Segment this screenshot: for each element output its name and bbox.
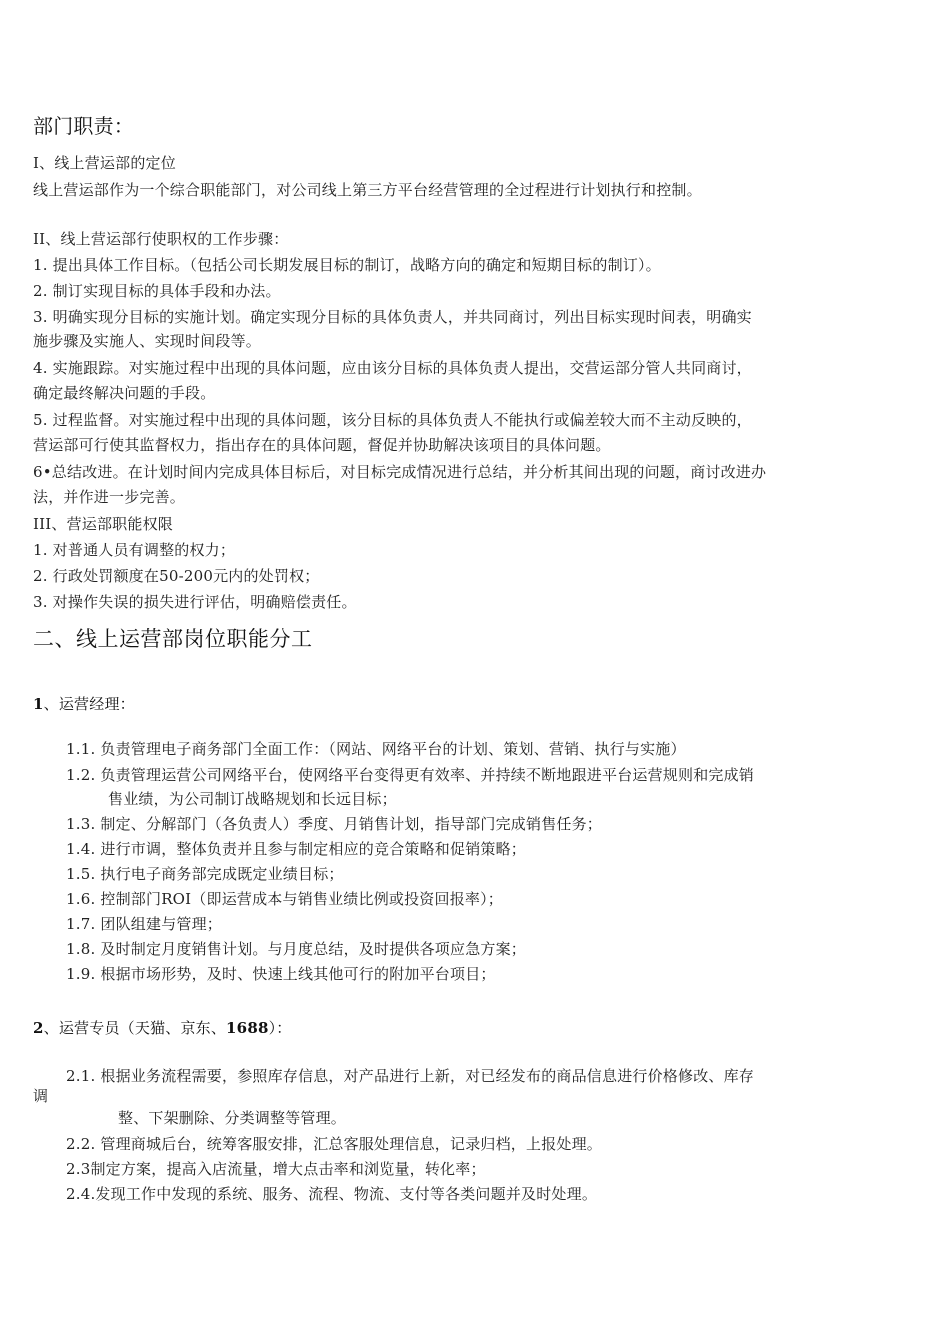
duty-1-8: 1.8. 及时制定月度销售计划。与月度总结，及时提供各项应急方案； <box>66 940 526 958</box>
authority-item-3: 3. 对操作失误的损失进行评估，明确赔偿责任。 <box>33 593 357 611</box>
duty-1-1: 1.1. 负责管理电子商务部门全面工作：（网站、网络平台的计划、策划、营销、执行与实施） <box>66 740 686 758</box>
duty-1-3: 1.3. 制定、分解部门（各负责人）季度、月销售计划，指导部门完成销售任务； <box>66 815 602 833</box>
duty-1-7: 1.7. 团队组建与管理； <box>66 915 222 933</box>
role2-title <box>33 1018 292 1038</box>
step-5-line2: 营运部可行使其监督权力，指出存在的具体问题，督促并协助解决该项目的具体问题。 <box>33 436 611 454</box>
duty-1-6: 1.6. 控制部门ROI（即运营成本与销售业绩比例或投资回报率）； <box>66 890 504 908</box>
duty-2-1-line1: 2.1. 根据业务流程需要，参照库存信息，对产品进行上新，对已经发布的商品信息进行价格修改、库存 <box>66 1067 754 1085</box>
section2-title: II、线上营运部行使职权的工作步骤： <box>33 230 289 248</box>
duty-2-1-line2: 调 <box>33 1087 49 1105</box>
step-6-line1: 6•总结改进。在计划时间内完成具体目标后，对目标完成情况进行总结，并分析其间出现的问题，商讨改进办 <box>33 463 767 481</box>
step-3-line1: 3. 明确实现分目标的实施计划。确定实现分目标的具体负责人，并共同商讨，列出目标实现时间表，明确实 <box>33 308 752 326</box>
step-5-line1: 5. 过程监督。对实施过程中出现的具体问题，该分目标的具体负责人不能执行或偏差较大而不主动反映的， <box>33 411 752 429</box>
duty-1-4: 1.4. 进行市调，整体负责并且参与制定相应的竞合策略和促销策略； <box>66 840 526 858</box>
page-heading: 部门职责： <box>33 114 134 138</box>
role2-title-pre: 、运营专员（天猫、京东、 <box>43 1019 227 1037</box>
step-3-line2: 施步骤及实施人、实现时间段等。 <box>33 332 262 350</box>
duty-1-2-line2: 售业绩，为公司制订战略规划和长远目标； <box>108 790 397 808</box>
section3-title: III、营运部职能权限 <box>33 515 173 533</box>
step-1: 1. 提出具体工作目标。（包括公司长期发展目标的制订，战略方向的确定和短期目标的制订）。 <box>33 256 661 274</box>
authority-item-1: 1. 对普通人员有调整的权力； <box>33 541 236 559</box>
authority-item-2: 2. 行政处罚额度在50-200元内的处罚权； <box>33 567 320 585</box>
section-heading-2: 二、线上运营部岗位职能分工 <box>33 627 313 651</box>
duty-1-9: 1.9. 根据市场形势，及时、快速上线其他可行的附加平台项目； <box>66 965 496 983</box>
section1-title: I、线上营运部的定位 <box>33 154 176 172</box>
step-2: 2. 制订实现目标的具体手段和办法。 <box>33 282 281 300</box>
role1-title <box>33 694 135 714</box>
step-6-line2: 法，并作进一步完善。 <box>33 488 186 506</box>
duty-1-2-line1: 1.2. 负责管理运营公司网络平台，使网络平台变得更有效率、并持续不断地跟进平台运营规则和完成销 <box>66 766 754 784</box>
role2-title-post: ）： <box>268 1019 292 1037</box>
duty-2-1-line3: 整、下架删除、分类调整等管理。 <box>118 1109 347 1127</box>
duty-2-3: 2.3制定方案，提高入店流量，增大点击率和浏览量，转化率； <box>66 1160 486 1178</box>
duty-2-2: 2.2. 管理商城后台，统筹客服安排，汇总客服处理信息，记录归档，上报处理。 <box>66 1135 602 1153</box>
section1-body: 线上营运部作为一个综合职能部门，对公司线上第三方平台经营管理的全过程进行计划执行和控制。 <box>33 181 702 199</box>
duty-2-4: 2.4.发现工作中发现的系统、服务、流程、物流、支付等各类问题并及时处理。 <box>66 1185 598 1203</box>
role2-number: 2 <box>33 1019 44 1037</box>
role1-title-text: 、运营经理： <box>43 695 135 713</box>
role2-title-bold: 1688 <box>226 1019 269 1037</box>
role1-number: 1 <box>33 695 44 713</box>
step-4-line1: 4. 实施跟踪。对实施过程中出现的具体问题，应由该分目标的具体负责人提出，交营运部分管人共同商讨， <box>33 359 752 377</box>
step-4-line2: 确定最终解决问题的手段。 <box>33 384 216 402</box>
duty-1-5: 1.5. 执行电子商务部完成既定业绩目标； <box>66 865 344 883</box>
